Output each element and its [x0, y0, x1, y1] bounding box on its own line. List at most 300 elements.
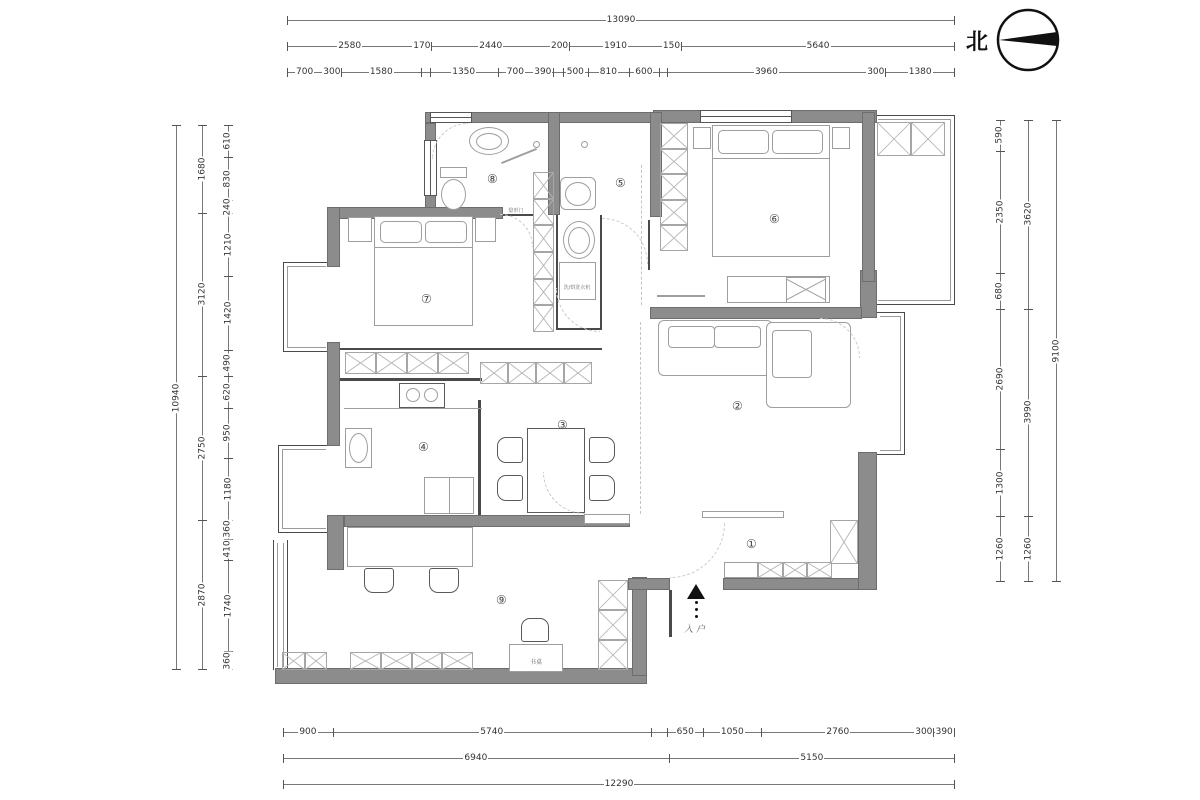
cabinet-cell [350, 652, 381, 670]
dimension-tick [224, 157, 233, 158]
wall-segment [327, 515, 344, 570]
dimension-tick [954, 754, 955, 763]
dimension-segment [703, 724, 761, 740]
vanity-basin-inner [568, 227, 590, 254]
annotation-label: 洗/烘洗衣机 [563, 285, 591, 291]
dimension-tick [996, 151, 1005, 152]
dimension-tick [569, 42, 570, 51]
room-number: ⑨ [496, 593, 507, 607]
dimension-chain-bottom-minor [283, 724, 955, 740]
dimension-segment [194, 213, 210, 376]
dimension-tick [667, 728, 668, 737]
washbasin-inner [476, 133, 502, 150]
dimension-label: 1680 [197, 157, 207, 181]
dimension-segment [992, 151, 1008, 273]
dimension-tick [283, 780, 284, 789]
dimension-segment [220, 539, 236, 560]
dimension-label: 1180 [223, 477, 233, 501]
north-indicator [966, 6, 1062, 74]
sofa-cushion [714, 326, 761, 348]
dimension-segment [659, 64, 667, 80]
cabinet-cell [598, 580, 628, 610]
cabinet-cell [660, 174, 688, 200]
dimension-tick [996, 449, 1005, 450]
dimension-tick [563, 68, 564, 77]
dimension-segment [194, 125, 210, 213]
dimension-tick [703, 728, 704, 737]
cabinet-cell [598, 610, 628, 640]
dimension-label: 1050 [720, 727, 744, 737]
wall-segment [632, 577, 647, 676]
entry-bench [724, 562, 758, 578]
guide-line [641, 165, 642, 305]
dimension-tick [431, 42, 432, 51]
dimension-chain-left-minor [220, 125, 236, 670]
dimension-segment [992, 273, 1008, 308]
dimension-tick [651, 728, 652, 737]
dimension-tick [172, 669, 181, 670]
dimension-label: 6940 [464, 753, 488, 763]
sofa-cushion [772, 330, 812, 378]
balcony-cabinet [877, 122, 945, 156]
dimension-tick [669, 754, 670, 763]
dimension-segment [933, 724, 955, 740]
cabinet-cell [508, 362, 536, 384]
counter-edge [344, 408, 482, 409]
dimension-segment [992, 120, 1008, 151]
dimension-tick [498, 68, 499, 77]
entry-cabinet-tall [830, 520, 858, 564]
wall-segment [275, 668, 647, 684]
dimension-tick [588, 68, 589, 77]
dimension-tick [667, 68, 668, 77]
dimension-chain-top-total [287, 12, 955, 28]
dimension-segment [220, 376, 236, 408]
dimension-tick [1024, 581, 1033, 582]
dimension-segment [866, 64, 885, 80]
entry-shoe-cabinet [758, 562, 832, 578]
corridor-cabinet-b [480, 362, 592, 384]
dimension-segment [669, 750, 955, 766]
dimension-segment [681, 38, 955, 54]
room-number: ⑥ [769, 212, 780, 226]
dimension-tick [198, 376, 207, 377]
cabinet-cell [911, 122, 945, 156]
dimension-label: 410 [223, 540, 233, 558]
cabinet-cell [533, 305, 554, 332]
cabinet-cell [564, 362, 592, 384]
dimension-segment [667, 724, 703, 740]
dimension-label: 1210 [223, 233, 233, 256]
dimension-tick [629, 68, 630, 77]
nightstand [475, 217, 496, 242]
cabinet-cell [282, 652, 305, 670]
dimension-label: 500 [566, 67, 584, 77]
window [700, 110, 792, 123]
dimension-tick [421, 68, 422, 77]
nightstand [832, 127, 850, 149]
wall-segment [628, 578, 670, 590]
door-swing-arc [500, 214, 533, 247]
cabinet-cell [412, 652, 443, 670]
dimension-segment [220, 560, 236, 651]
dimension-segment [588, 64, 629, 80]
dimension-tick [341, 68, 342, 77]
dining-chair [497, 437, 523, 463]
dimension-label: 13090 [606, 15, 636, 25]
bay-window [877, 312, 905, 455]
dimension-segment [220, 520, 236, 539]
dimension-chain-top-major [287, 38, 955, 54]
room-number: ⑤ [615, 176, 626, 190]
corridor-cabinet-a [345, 352, 469, 374]
wall-segment [327, 342, 340, 446]
cabinet-cell [381, 652, 412, 670]
dimension-label: 3990 [1023, 401, 1033, 424]
pillow [425, 221, 467, 243]
dimension-tick [996, 516, 1005, 517]
pillow [380, 221, 422, 243]
annotation-label: 隐形门 [508, 208, 524, 214]
dimension-segment [194, 520, 210, 670]
dimension-segment [533, 64, 553, 80]
dimension-segment [550, 38, 569, 54]
dimension-segment [885, 64, 955, 80]
dimension-segment [287, 38, 412, 54]
dimension-segment [569, 38, 662, 54]
study-chair [364, 568, 394, 593]
dimension-label: 1300 [995, 471, 1005, 494]
dimension-segment [761, 724, 914, 740]
door-swing-arc [670, 523, 725, 578]
bay-window-inner [282, 449, 326, 529]
dimension-label: 2440 [479, 41, 503, 51]
dimension-tick [172, 125, 181, 126]
bay-window [283, 262, 329, 352]
dimension-tick [659, 68, 660, 77]
dimension-segment [322, 64, 341, 80]
dimension-label: 680 [995, 282, 1005, 300]
bed-line [712, 158, 830, 159]
dimension-tick [198, 125, 207, 126]
dimension-label: 3960 [754, 67, 778, 77]
dimension-tick [885, 68, 886, 77]
room-number: ② [732, 399, 743, 413]
dimension-chain-bottom-major [283, 750, 955, 766]
cabinet-cell [407, 352, 438, 374]
dimension-chain-right-major [1020, 120, 1036, 582]
wall-segment [650, 307, 862, 319]
shower-screen [501, 148, 537, 164]
study-cabinet-tall [598, 580, 628, 670]
dimension-tick [224, 376, 233, 377]
dimension-tick [283, 728, 284, 737]
dimension-segment [220, 350, 236, 376]
cabinet-cell [660, 123, 688, 149]
sliding-door-panel [584, 514, 630, 524]
cabinet-cell [442, 652, 473, 670]
dimension-tick [224, 125, 233, 126]
dimension-tick [224, 408, 233, 409]
dimension-tick [1024, 309, 1033, 310]
dimension-segment [667, 64, 867, 80]
cabinet-cell [533, 225, 554, 252]
dimension-tick [1024, 516, 1033, 517]
study-table [347, 527, 473, 567]
dimension-label: 700 [506, 67, 524, 77]
dimension-label: 12290 [604, 779, 634, 789]
thin-wall [556, 215, 558, 330]
cabinet-cell [830, 520, 858, 564]
dimension-segment [662, 38, 681, 54]
dimension-tick [681, 42, 682, 51]
faucet-symbol [533, 141, 540, 148]
dimension-tick [198, 669, 207, 670]
dimension-label: 2690 [995, 367, 1005, 391]
dimension-segment [220, 213, 236, 276]
dimension-segment [553, 64, 563, 80]
dimension-label: 9100 [1051, 339, 1061, 363]
bay-window-inner [277, 543, 284, 667]
dimension-tick [996, 120, 1005, 121]
cabinet-cell [758, 562, 783, 578]
study-chair [429, 568, 459, 593]
dimension-chain-left-total [168, 125, 184, 670]
small-desk-chair [521, 618, 549, 642]
dimension-tick [198, 213, 207, 214]
dimension-segment [220, 651, 236, 670]
dimension-label: 810 [599, 67, 617, 77]
dimension-tick [224, 276, 233, 277]
dimension-tick [287, 42, 288, 51]
annotation-label: 书桌 [529, 659, 543, 666]
dimension-tick [996, 581, 1005, 582]
door-swing-arc [432, 123, 468, 159]
cabinet-cell [533, 199, 554, 226]
dimension-label: 2580 [338, 41, 362, 51]
guide-line [640, 322, 641, 514]
dimension-chain-right-total [1048, 120, 1064, 582]
dimension-label: 700 [296, 67, 314, 77]
cabinet-cell [807, 562, 832, 578]
dimension-label: 610 [223, 132, 233, 150]
cabinet-cell [533, 252, 554, 279]
dimension-label: 1420 [223, 301, 233, 325]
wall-segment [723, 578, 877, 590]
bay-window-inner [287, 266, 326, 348]
dimension-segment [498, 64, 533, 80]
dimension-tick [198, 520, 207, 521]
dimension-label: 2870 [197, 583, 207, 607]
dimension-label: 3620 [1023, 202, 1033, 226]
console-table [702, 511, 784, 518]
thin-wall [340, 348, 602, 350]
thin-wall [669, 590, 672, 637]
nightstand [348, 217, 372, 242]
toilet-bowl [441, 179, 466, 210]
dimension-segment [1020, 309, 1036, 517]
wall-segment [327, 207, 340, 267]
cabinet-cell [480, 362, 508, 384]
dimension-segment [563, 64, 588, 80]
dimension-label: 150 [662, 41, 681, 51]
shelf [657, 295, 705, 297]
room-number: ① [746, 537, 757, 551]
dimension-label: 5740 [480, 727, 504, 737]
dimension-segment [220, 276, 236, 350]
cabinet-cell [305, 652, 328, 670]
dimension-segment [194, 376, 210, 520]
dimension-label: 2760 [826, 727, 850, 737]
dimension-chain-top-minor [287, 64, 955, 80]
burner [406, 388, 420, 402]
dimension-chain-left-major [194, 125, 210, 670]
dimension-label: 590 [995, 126, 1005, 144]
thin-wall [648, 220, 650, 270]
dimension-label: 950 [223, 424, 233, 442]
dimension-segment [220, 458, 236, 520]
dimension-tick [1024, 120, 1033, 121]
bay-window [278, 445, 329, 533]
room-number: ⑧ [487, 172, 498, 186]
study-cabinet-a [282, 652, 327, 670]
toilet-tank [440, 167, 467, 178]
dimension-label: 390 [935, 727, 953, 737]
dimension-tick [954, 780, 955, 789]
dimension-label: 620 [223, 383, 233, 401]
shower-drain [565, 182, 591, 206]
room-number: ④ [418, 440, 429, 454]
bay-window [273, 540, 288, 670]
dimension-segment [431, 38, 550, 54]
dimension-tick [1052, 581, 1061, 582]
faucet-symbol [581, 141, 588, 148]
dimension-label: 10940 [171, 383, 182, 412]
dimension-label: 5640 [806, 41, 830, 51]
pillow [718, 130, 769, 154]
door-swing-arc [820, 318, 860, 358]
room-number: ③ [557, 418, 568, 432]
dimension-label: 2750 [197, 436, 207, 460]
bed-line [374, 247, 473, 248]
dimension-segment [333, 724, 651, 740]
dimension-label: 830 [223, 170, 233, 188]
dimension-tick [333, 728, 334, 737]
dimension-label: 1380 [908, 67, 932, 77]
dimension-label: 200 [550, 41, 569, 51]
north-compass-icon [994, 6, 1062, 74]
wall-segment [858, 452, 877, 590]
dimension-tick [224, 458, 233, 459]
dimension-segment [992, 309, 1008, 449]
cabinet-divider [449, 477, 450, 514]
dimension-label: 390 [534, 67, 552, 77]
cabinet-cell [783, 562, 808, 578]
dimension-tick [287, 68, 288, 77]
cabinet-cell [660, 225, 688, 251]
burner [424, 388, 438, 402]
dimension-segment [283, 750, 669, 766]
dimension-segment [430, 64, 498, 80]
dimension-label: 600 [635, 67, 653, 77]
dimension-tick [996, 309, 1005, 310]
study-cabinet-b [350, 652, 473, 670]
dimension-tick [553, 68, 554, 77]
dimension-tick [224, 350, 233, 351]
dimension-label: 900 [299, 727, 317, 737]
dimension-tick [954, 68, 955, 77]
dimension-label: 300 [323, 67, 341, 77]
dimension-tick [954, 728, 955, 737]
dimension-segment [992, 516, 1008, 582]
dimension-label: 5150 [800, 753, 824, 763]
dimension-label: 360 [223, 520, 233, 538]
dimension-segment [220, 408, 236, 458]
bay-window-inner [880, 316, 901, 451]
dimension-segment [341, 64, 421, 80]
door-swing-arc [556, 288, 600, 332]
dimension-segment [168, 125, 184, 670]
dimension-segment [220, 197, 236, 216]
dimension-segment [220, 125, 236, 157]
dimension-tick [430, 68, 431, 77]
dimension-label: 1910 [604, 41, 627, 51]
dimension-segment [651, 724, 668, 740]
dimension-label: 1740 [223, 594, 233, 618]
dining-chair [589, 437, 615, 463]
cabinet-cell [536, 362, 564, 384]
entrance-marker [676, 584, 716, 635]
dimension-segment [287, 64, 322, 80]
pillow [772, 130, 823, 154]
dimension-tick [954, 42, 955, 51]
dimension-label: 1350 [452, 67, 476, 77]
dimension-tick [761, 728, 762, 737]
dimension-chain-right-minor [992, 120, 1008, 582]
dimension-tick [1052, 120, 1061, 121]
dimension-tick [283, 754, 284, 763]
room-number: ⑦ [421, 292, 432, 306]
cabinet-cell [660, 149, 688, 175]
dimension-label: 1580 [369, 67, 393, 77]
dimension-segment [1020, 120, 1036, 309]
dimension-label: 300 [915, 727, 933, 737]
dimension-segment [220, 157, 236, 200]
dimension-label: 3120 [197, 283, 207, 306]
cabinet-cell [376, 352, 407, 374]
dimension-segment [283, 776, 955, 792]
dimension-label: 1260 [995, 537, 1005, 561]
dimension-label: 650 [676, 727, 694, 737]
cabinet-cell [533, 172, 554, 199]
dimension-label: 360 [223, 651, 233, 670]
cabinet-cell [660, 200, 688, 226]
dimension-label: 490 [223, 354, 233, 372]
dimension-tick [954, 16, 955, 25]
dimension-segment [421, 64, 430, 80]
north-label: 北 [966, 29, 989, 55]
sofa-cushion [668, 326, 715, 348]
dimension-segment [992, 449, 1008, 517]
dimension-label: 300 [867, 67, 885, 77]
cabinet-cell [598, 640, 628, 670]
wardrobe-bed6 [660, 123, 688, 251]
dimension-segment [287, 12, 955, 28]
cabinet-cell [345, 352, 376, 374]
dimension-label: 2350 [995, 200, 1005, 224]
dimension-segment [283, 724, 333, 740]
dimension-segment [1020, 516, 1036, 582]
